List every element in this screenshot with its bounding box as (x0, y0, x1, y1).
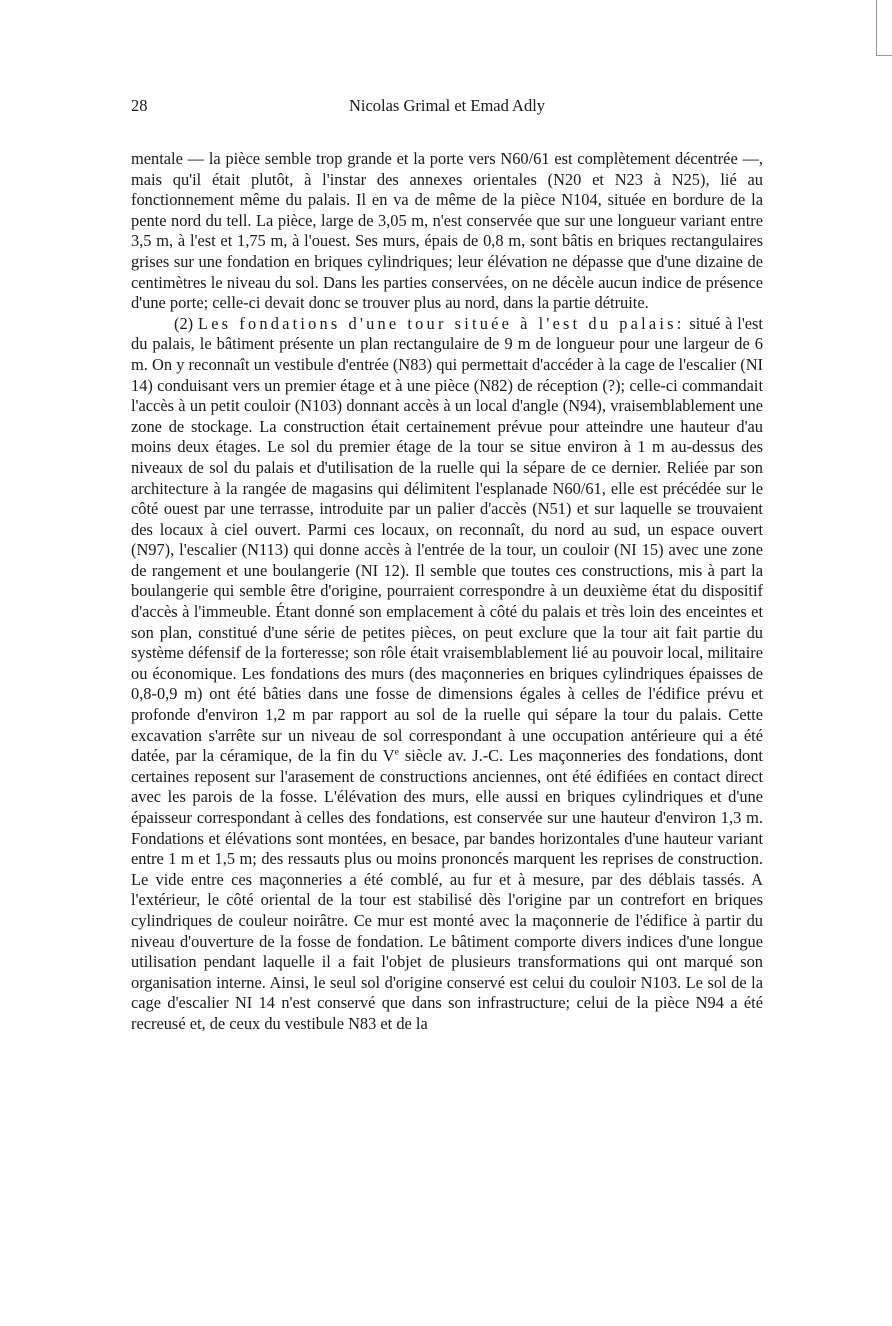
paragraph-continuation: mentale — la pièce semble trop grande et la porte vers N60/61 est complètement décentrée —, mais qu'il était plutôt, à l'instar des annexes orientales (N20 et N23 à N25), lié au fonctionnement même du palais. Il en va de même de la pièce N104, située en bordure de la pente nord du tell. La pièce, large de 3,05 m, n'est conservée que sur une longueur variant entre 3,5 m, à l'est et 1,75 m, à l'ouest. Ses murs, épais de 0,8 m, sont bâtis en briques rectangulaires grises sur une fondation en briques cylindriques; leur élévation ne dépasse que d'une dizaine de centimètres le niveau du sol. Dans les parties conservées, on ne décèle aucun indice de présence d'une porte; celle-ci devait donc se trouver plus au nord, dans la partie détruite. (131, 149, 763, 313)
section-number: (2) (174, 313, 194, 333)
paragraph-text-part-1: situé à l'est du palais, le bâtiment présente un plan rectangulaire de 9 m de longueur pour une largeur de 6 m. On y reconnaît un vestibule d'entrée (N83) qui permettait d'accéder à la cage de l'escalier (NI 14) conduisant vers un premier étage et à une pièce (N82) de réception (?); celle-ci commandait l'accès à un petit couloir (N103) donnant accès à un local d'angle (N94), vraisemblablement une zone de stockage. La construction était certainement prévue pour atteindre une hauteur d'au moins deux étages. Le sol du premier étage de la tour se situe environ à 1 m au-dessus des niveaux de sol du palais et d'utilisation de la ruelle qui la sépare de ce dernier. Reliée par son architecture à la rangée de magasins qui délimitent l'esplanade N60/61, elle est précédée sur le côté ouest par une terrasse, introduite par un palier d'accès (N51) et sur laquelle se trouvaient des locaux à ciel ouvert. Parmi ces locaux, on reconnaît, du nord au sud, un espace ouvert (N97), l'escalier (N113) qui donne accès à l'entrée de la tour, un couloir (NI 15) avec une zone de rangement et une boulangerie (NI 12). Il semble que toutes ces constructions, mis à part la boulangerie qui semble être d'origine, pourraient correspondre à un deuxième état du dispositif d'accès à l'immeuble. Étant donné son emplacement à côté du palais et très loin des enceintes et son plan, constitué d'une série de petites pièces, on peut exclure que la tour ait fait partie du système défensif de la forteresse; son rôle était vraisemblablement lié au pouvoir local, militaire ou économique. Les fondations des murs (des maçonneries en briques cylindriques épaisses de 0,8-0,9 m) ont été bâties dans une fosse de dimensions égales à celles de l'édifice prévu et profonde d'environ 1,2 m par rapport au sol de la ruelle qui sépare la tour du palais. Cette excavation s'arrête sur un niveau de sol correspondant à une occupation antérieure qui a été datée, par la céramique, de la fin du V (131, 313, 763, 766)
running-title: Nicolas Grimal et Emad Adly (348, 96, 546, 115)
paragraph-tower-foundations (131, 314, 763, 1035)
body-text (131, 149, 763, 1035)
page-number: 28 (131, 96, 148, 115)
page-header (131, 96, 763, 118)
page-corner-mark (876, 0, 892, 56)
century-superscript: e (394, 746, 400, 758)
paragraph-text-part-2: siècle av. J.-C. Les maçonneries des fondations, dont certaines reposent sur l'arasement de constructions anciennes, ont été édifiées en contact direct avec les parois de la fosse. L'élévation des murs, elle aussi en briques cylindriques et d'une épaisseur correspondant à celles des fondations, est conservée sur une hauteur d'environ 1,3 m. Fondations et élévations sont montées, en besace, par bandes horizontales d'une hauteur variant entre 1 m et 1,5 m; des ressauts plus ou moins prononcés marquent les reprises de construction. Le vide entre ces maçonneries a été comblé, au fur et à mesure, par des déblais tassés. A l'extérieur, le côté oriental de la tour est stabilisé dès l'origine par un contrefort en briques cylindriques de couleur noirâtre. Ce mur est monté avec la maçonnerie de l'édifice à partir du niveau d'ouverture de la fosse de fondation. Le bâtiment comporte divers indices d'une longue utilisation pendant laquelle il a fait l'objet de plusieurs transformations qui ont marqué son organisation interne. Ainsi, le seul sol d'origine conservé est celui du couloir N103. Le sol de la cage d'escalier NI 14 n'est conservé que dans son infrastructure; celui de la pièce N94 a été recreusé et, de ceux du vestibule N83 et de la (131, 746, 763, 1033)
section-heading: Les fondations d'une tour située à l'est du palais: (197, 313, 685, 333)
